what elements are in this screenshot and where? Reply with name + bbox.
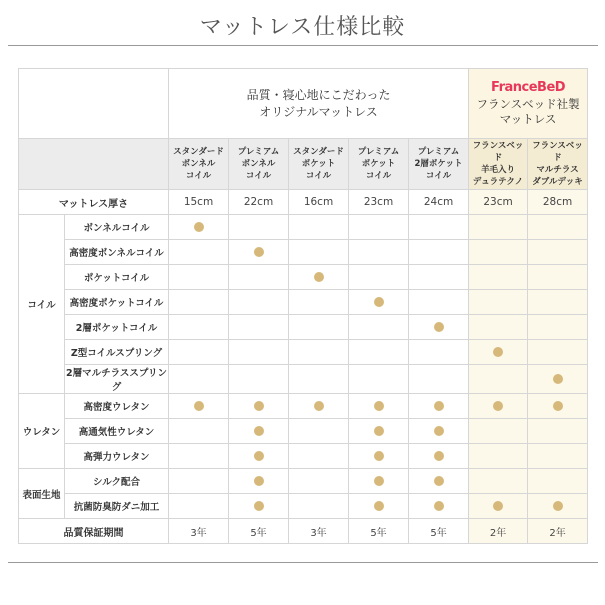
mark-cell (469, 315, 528, 340)
mark-cell (169, 215, 229, 240)
feature-label: 高弾力ウレタン (65, 444, 169, 469)
circle-mark-icon (254, 451, 264, 461)
mark-cell (528, 240, 588, 265)
mark-cell (349, 290, 409, 315)
circle-mark-icon (194, 222, 204, 232)
mark-cell (409, 215, 469, 240)
feature-row (19, 265, 588, 290)
mark-cell (409, 315, 469, 340)
bottom-divider (8, 562, 598, 563)
circle-mark-icon (434, 501, 444, 511)
mark-cell (349, 444, 409, 469)
mark-cell (229, 365, 289, 394)
mark-cell (409, 494, 469, 519)
feature-label: シルク配合 (65, 469, 169, 494)
mark-cell (349, 469, 409, 494)
circle-mark-icon (254, 401, 264, 411)
mark-cell (349, 365, 409, 394)
mark-cell (349, 240, 409, 265)
mark-cell (409, 240, 469, 265)
mark-cell (289, 240, 349, 265)
mark-cell (169, 340, 229, 365)
circle-mark-icon (374, 476, 384, 486)
feature-row (19, 494, 588, 519)
warranty-value: 5年 (229, 519, 289, 544)
feature-row (19, 290, 588, 315)
mark-cell (229, 419, 289, 444)
mark-cell (289, 394, 349, 419)
mark-cell (409, 365, 469, 394)
category-coil: コイル (19, 215, 65, 394)
thickness-value: 28cm (528, 190, 588, 215)
francebed-logo: FranceBeD (491, 80, 566, 95)
mark-cell (349, 419, 409, 444)
mark-cell (349, 215, 409, 240)
product-names-row (19, 139, 588, 190)
mark-cell (528, 444, 588, 469)
mark-cell (229, 494, 289, 519)
mark-cell (469, 419, 528, 444)
thickness-label: マットレス厚さ (19, 190, 169, 215)
circle-mark-icon (254, 501, 264, 511)
thickness-value: 22cm (229, 190, 289, 215)
feature-label: ボンネルコイル (65, 215, 169, 240)
mark-cell (469, 215, 528, 240)
mark-cell (469, 340, 528, 365)
circle-mark-icon (314, 401, 324, 411)
mark-cell (289, 365, 349, 394)
mark-cell (229, 315, 289, 340)
mark-cell (169, 365, 229, 394)
mark-cell (469, 469, 528, 494)
circle-mark-icon (194, 401, 204, 411)
column-header: スタンダード ボンネル コイル (169, 139, 229, 190)
warranty-value: 3年 (169, 519, 229, 544)
mark-cell (349, 340, 409, 365)
feature-label: ポケットコイル (65, 265, 169, 290)
column-header: スタンダード ポケット コイル (289, 139, 349, 190)
thickness-value: 16cm (289, 190, 349, 215)
circle-mark-icon (254, 476, 264, 486)
mark-cell (349, 494, 409, 519)
circle-mark-icon (434, 451, 444, 461)
mark-cell (289, 469, 349, 494)
mark-cell (409, 290, 469, 315)
header-corner (19, 69, 169, 139)
mark-cell (528, 419, 588, 444)
mark-cell (469, 394, 528, 419)
mark-cell (169, 394, 229, 419)
mark-cell (169, 290, 229, 315)
feature-row (19, 340, 588, 365)
product-names-corner (19, 139, 169, 190)
mark-cell (229, 290, 289, 315)
mark-cell (469, 494, 528, 519)
mark-cell (409, 444, 469, 469)
mark-cell (528, 494, 588, 519)
mark-cell (169, 444, 229, 469)
circle-mark-icon (254, 247, 264, 257)
feature-label: 高密度ウレタン (65, 394, 169, 419)
mark-cell (409, 265, 469, 290)
mark-cell (229, 240, 289, 265)
thickness-value: 24cm (409, 190, 469, 215)
feature-row (19, 444, 588, 469)
mark-cell (528, 265, 588, 290)
circle-mark-icon (374, 501, 384, 511)
column-header: プレミアム ポケット コイル (349, 139, 409, 190)
mark-cell (289, 340, 349, 365)
thickness-value: 15cm (169, 190, 229, 215)
mark-cell (469, 444, 528, 469)
mark-cell (289, 444, 349, 469)
circle-mark-icon (434, 426, 444, 436)
feature-label: 高密度ボンネルコイル (65, 240, 169, 265)
circle-mark-icon (553, 374, 563, 384)
mark-cell (229, 444, 289, 469)
circle-mark-icon (553, 401, 563, 411)
feature-row (19, 469, 588, 494)
original-mattress-header (169, 69, 469, 139)
feature-row (19, 419, 588, 444)
feature-label: 2層ポケットコイル (65, 315, 169, 340)
thickness-value: 23cm (349, 190, 409, 215)
francebed-header-line2: マットレス (499, 112, 557, 126)
circle-mark-icon (434, 401, 444, 411)
warranty-value: 2年 (528, 519, 588, 544)
mark-cell (528, 365, 588, 394)
mark-cell (349, 265, 409, 290)
feature-row (19, 315, 588, 340)
circle-mark-icon (254, 426, 264, 436)
mark-cell (229, 215, 289, 240)
warranty-value: 5年 (409, 519, 469, 544)
feature-row (19, 394, 588, 419)
circle-mark-icon (434, 322, 444, 332)
category-urethane: ウレタン (19, 394, 65, 469)
original-header-line2: オリジナルマットレス (259, 104, 378, 119)
mark-cell (169, 315, 229, 340)
mark-cell (289, 290, 349, 315)
francebed-header (469, 69, 588, 139)
mark-cell (528, 469, 588, 494)
mark-cell (409, 419, 469, 444)
warranty-label: 品質保証期間 (19, 519, 169, 544)
feature-row (19, 240, 588, 265)
mark-cell (409, 469, 469, 494)
mark-cell (169, 469, 229, 494)
mark-cell (469, 265, 528, 290)
feature-label: 抗菌防臭防ダニ加工 (65, 494, 169, 519)
mark-cell (528, 315, 588, 340)
feature-label: 2層マルチラススプリング (65, 365, 169, 394)
mark-cell (169, 265, 229, 290)
warranty-value: 3年 (289, 519, 349, 544)
circle-mark-icon (493, 501, 503, 511)
original-header-line1: 品質・寝心地にこだわった (246, 87, 391, 102)
circle-mark-icon (493, 401, 503, 411)
feature-row (19, 365, 588, 394)
circle-mark-icon (314, 272, 324, 282)
francebed-header-line1: フランスベッド社製 (476, 97, 580, 111)
category-surface: 表面生地 (19, 469, 65, 519)
warranty-value: 5年 (349, 519, 409, 544)
mark-cell (469, 290, 528, 315)
page-title: マットレス仕様比較 (199, 15, 406, 40)
mark-cell (169, 240, 229, 265)
column-header: フランスベッド マルチラス ダブルデッキ (528, 139, 588, 190)
mark-cell (409, 394, 469, 419)
feature-label: Z型コイルスプリング (65, 340, 169, 365)
warranty-row (19, 519, 588, 544)
mark-cell (169, 419, 229, 444)
mark-cell (289, 419, 349, 444)
mark-cell (289, 215, 349, 240)
mark-cell (528, 340, 588, 365)
feature-row (19, 215, 588, 240)
mark-cell (169, 494, 229, 519)
mark-cell (349, 394, 409, 419)
circle-mark-icon (434, 476, 444, 486)
mark-cell (528, 215, 588, 240)
column-header: フランスベッド 羊毛入り デュラテクノ (469, 139, 528, 190)
spec-comparison-table (18, 68, 588, 544)
mark-cell (528, 290, 588, 315)
circle-mark-icon (374, 451, 384, 461)
mark-cell (229, 469, 289, 494)
feature-label: 高通気性ウレタン (65, 419, 169, 444)
mark-cell (349, 315, 409, 340)
column-header: プレミアム 2層ポケット コイル (409, 139, 469, 190)
mark-cell (229, 265, 289, 290)
mark-cell (289, 315, 349, 340)
circle-mark-icon (553, 501, 563, 511)
thickness-value: 23cm (469, 190, 528, 215)
feature-label: 高密度ポケットコイル (65, 290, 169, 315)
mark-cell (528, 394, 588, 419)
mark-cell (289, 494, 349, 519)
column-header: プレミアム ボンネル コイル (229, 139, 289, 190)
mark-cell (229, 340, 289, 365)
mark-cell (469, 365, 528, 394)
circle-mark-icon (493, 347, 503, 357)
mark-cell (229, 394, 289, 419)
mark-cell (469, 240, 528, 265)
mark-cell (409, 340, 469, 365)
circle-mark-icon (374, 297, 384, 307)
title-divider (8, 45, 598, 46)
mark-cell (289, 265, 349, 290)
circle-mark-icon (374, 401, 384, 411)
header-row (19, 69, 588, 139)
circle-mark-icon (374, 426, 384, 436)
warranty-value: 2年 (469, 519, 528, 544)
thickness-row (19, 190, 588, 215)
